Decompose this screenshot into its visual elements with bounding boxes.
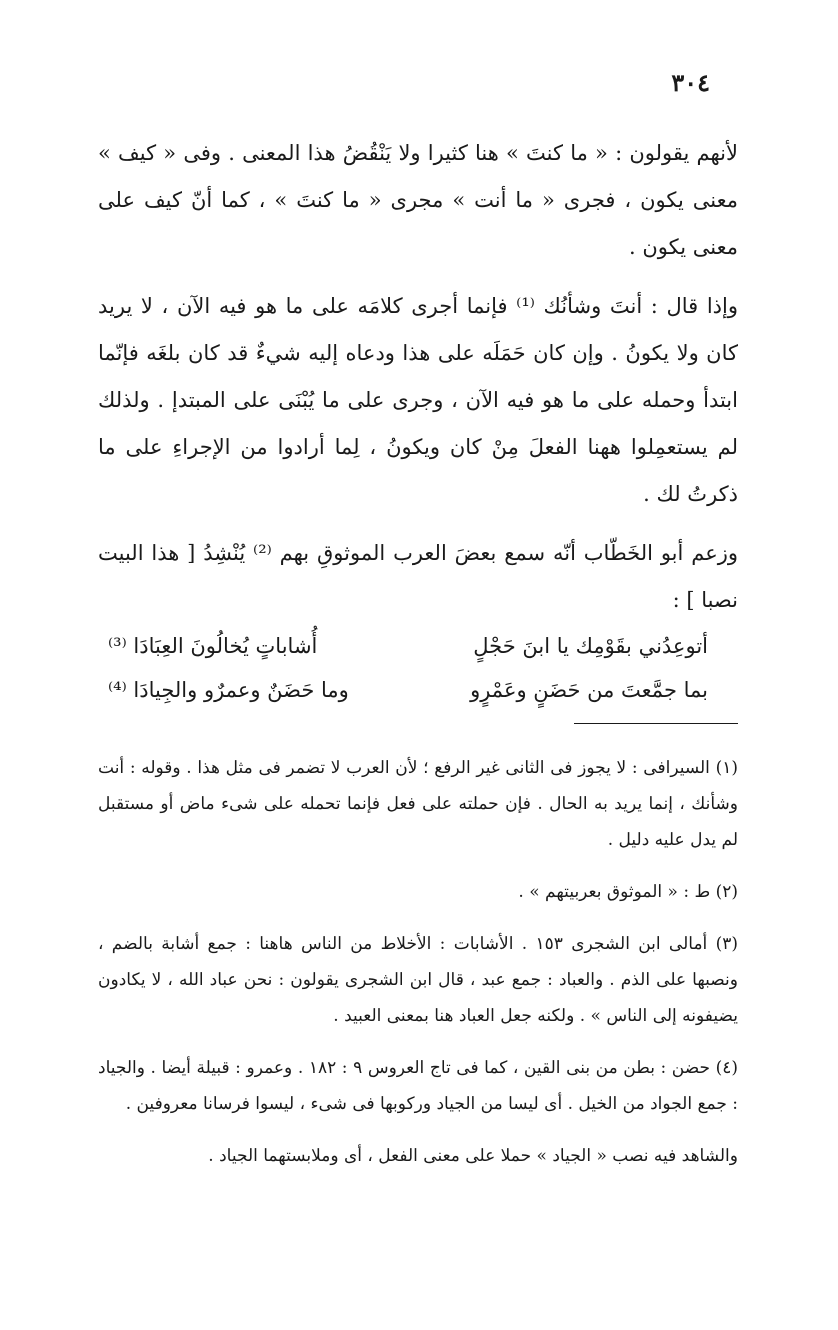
main-text — [98, 130, 738, 712]
verse-2-first-hemistich: بما جمَّعتَ من حَضَنٍ وعَمْرٍو — [470, 678, 708, 702]
verse-line-2 — [108, 668, 708, 712]
footnote-divider — [574, 723, 738, 724]
paragraph-3: وزعم أبو الخَطّاب أنّه سمع بعضَ العرب الموثوقِ بهم ⁽²⁾ يُنْشِدُ [ هذا البيت نصبا ] : — [98, 541, 739, 612]
verse-1-first-hemistich: أتوعِدُني بقَوْمِك يا ابنَ حَجْلٍ — [473, 634, 708, 658]
verse-line-1 — [108, 624, 708, 668]
page-number: ٣٠٤ — [671, 68, 710, 97]
verse-2-second-hemistich: وما حَضَنٌ وعمرٌو والجِيادَا ⁽⁴⁾ — [108, 678, 349, 702]
paragraph-1: لأنهم يقولون : « ما كنتَ » هنا كثيرا ولا يَنْقُضُ هذا المعنى . وفى « كيف » معنى يكون ، فجرى « ما أنت » مجرى « ما كنتَ » ، كما أنّ كيف على معنى يكون . — [98, 141, 738, 259]
footnote-3: (٣) أمالى ابن الشجرى ١٥٣ . الأشابات : الأخلاط من الناس هاهنا : جمع أشابة بالضم ، ونصبها على الذم . والعباد : جمع عبد ، قال ابن الشجرى يقولون : نحن عباد الله ، لا يكادون يضيفونه إلى الناس » . ولكنه جعل العباد هنا بمعنى العبيد . — [98, 934, 738, 1026]
footnotes — [98, 750, 738, 1190]
paragraph-2: وإذا قال : أنتَ وشأنُك ⁽¹⁾ فإنما أجرى كلامَه على ما هو فيه الآن ، لا يريد كان ولا يكونُ . وإن كان حَمَلَه على هذا ودعاه إليه شيءٌ قد كان بلغَه فإنّما ابتدأ وحمله على ما هو فيه الآن ، وجرى على ما يُبْنَى على المبتدإ . ولذلك لم يستعمِلوا ههنا الفعلَ مِنْ كان ويكونُ ، لِما أرادوا من الإجراءِ على ما ذكرتُ لك . — [98, 294, 738, 506]
footnote-1: (١) السيرافى : لا يجوز فى الثانى غير الرفع ؛ لأن العرب لا تضمر فى مثل هذا . وقوله : أنت وشأنك ، إنما يريد به الحال . فإن حملته على فعل فإنما تحمله على شىء ماض أو مستقبل لم يدل عليه دليل . — [98, 758, 738, 850]
footnote-4: (٤) حضن : بطن من بنى القين ، كما فى تاج العروس ٩ : ١٨٢ . وعمرو : قبيلة أيضا . والجياد : جمع الجواد من الخيل . أى ليسا من الجياد وركوبها فى شىء ، ليسوا فرسانا معروفين . — [98, 1058, 738, 1114]
footnote-2: (٢) ط : « الموثوق بعربيتهم » . — [518, 882, 738, 902]
verse-1-second-hemistich: أُشاباتٍ يُخالُونَ العِبَادَا ⁽³⁾ — [108, 634, 318, 658]
footnote-shahid: والشاهد فيه نصب « الجياد » حملا على معنى الفعل ، أى وملابستهما الجياد . — [208, 1146, 738, 1166]
